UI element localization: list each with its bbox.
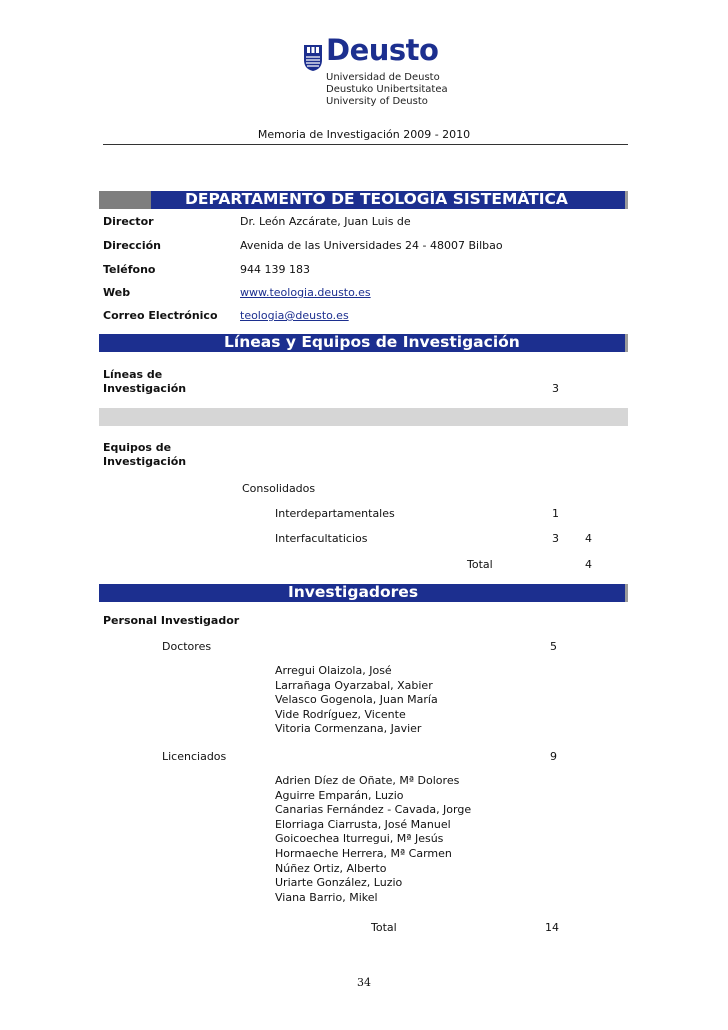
licenciados-count: 9 — [550, 750, 557, 763]
investigadores-title-bar — [99, 584, 628, 602]
lineas-label: Líneas de — [103, 368, 163, 381]
field-label-email: Correo Electrónico — [103, 309, 218, 322]
web-link[interactable]: www.teologia.deusto.es — [240, 286, 371, 299]
equipos-total-label: Total — [467, 558, 493, 571]
researcher-name: Arregui Olaizola, José — [275, 664, 392, 677]
field-value-direccion: Avenida de las Universidades 24 - 48007 Bilbao — [240, 239, 503, 252]
researcher-name: Núñez Ortiz, Alberto — [275, 861, 387, 875]
field-label-director: Director — [103, 215, 154, 228]
investigadores-title: Investigadores — [288, 583, 419, 601]
memoria-title: Memoria de Investigación 2009 - 2010 — [257, 128, 471, 141]
email-link[interactable]: teologia@deusto.es — [240, 309, 349, 322]
deusto-emblem-icon — [303, 44, 323, 72]
researcher-name: Goicoechea Iturregui, Mª Jesús — [275, 832, 444, 846]
investigadores-total-label: Total — [371, 921, 397, 934]
doctores-count: 5 — [550, 640, 557, 653]
header-rule — [103, 144, 628, 145]
field-value-director: Dr. León Azcárate, Juan Luis de — [240, 215, 411, 228]
researcher-name: Canarias Fernández - Cavada, Jorge — [275, 803, 472, 817]
researcher-name: Viana Barrio, Mikel — [275, 890, 378, 904]
bar-accent — [99, 191, 151, 209]
lineas-title-bar — [99, 334, 628, 352]
researcher-name: Adrien Díez de Oñate, Mª Dolores — [275, 774, 460, 787]
equipos-label: Investigación — [103, 455, 187, 468]
interfacultaticios-count: 3 — [552, 532, 559, 545]
department-title: DEPARTAMENTO DE TEOLOGÍA SISTEMÁTICA — [185, 190, 568, 208]
doctores-label: Doctores — [162, 640, 212, 653]
interdepartamentales-label: Interdepartamentales — [275, 507, 395, 520]
researcher-name: Velasco Gogenola, Juan María — [275, 693, 438, 707]
logo-line: Deustuko Unibertsitatea — [326, 84, 448, 95]
field-value-telefono: 944 139 183 — [240, 263, 310, 276]
investigadores-total-value: 14 — [545, 921, 559, 934]
researcher-name: Larrañaga Oyarzabal, Xabier — [275, 678, 433, 692]
logo-line: Universidad de Deusto — [326, 72, 440, 83]
researcher-name: Vitoria Cormenzana, Javier — [275, 722, 422, 736]
lineas-label: Investigación — [103, 382, 187, 395]
logo-line: University of Deusto — [326, 96, 428, 107]
separator-band — [99, 408, 628, 426]
interfacultaticios-total: 4 — [585, 532, 592, 545]
equipos-total-value: 4 — [585, 558, 592, 571]
field-label-telefono: Teléfono — [103, 263, 156, 276]
field-label-direccion: Dirección — [103, 239, 161, 252]
licenciados-label: Licenciados — [162, 750, 227, 763]
department-title-bar — [99, 191, 628, 209]
researcher-name: Elorriaga Ciarrusta, José Manuel — [275, 817, 451, 831]
researcher-name: Hormaeche Herrera, Mª Carmen — [275, 847, 452, 860]
lineas-title: Líneas y Equipos de Investigación — [224, 333, 520, 351]
consolidados-label: Consolidados — [242, 482, 316, 495]
field-label-web: Web — [103, 286, 131, 299]
interfacultaticios-label: Interfacultaticios — [275, 532, 368, 545]
researcher-name: Vide Rodríguez, Vicente — [275, 707, 406, 721]
page-number: 34 — [357, 976, 371, 989]
interdepartamentales-count: 1 — [552, 507, 559, 520]
researcher-name: Aguirre Emparán, Luzio — [275, 788, 404, 802]
lineas-count: 3 — [552, 382, 559, 395]
logo-wordmark: Deusto — [326, 33, 439, 67]
researcher-name: Uriarte González, Luzio — [275, 876, 403, 890]
equipos-label: Equipos de — [103, 441, 172, 454]
personal-investigador-label: Personal Investigador — [103, 614, 240, 627]
